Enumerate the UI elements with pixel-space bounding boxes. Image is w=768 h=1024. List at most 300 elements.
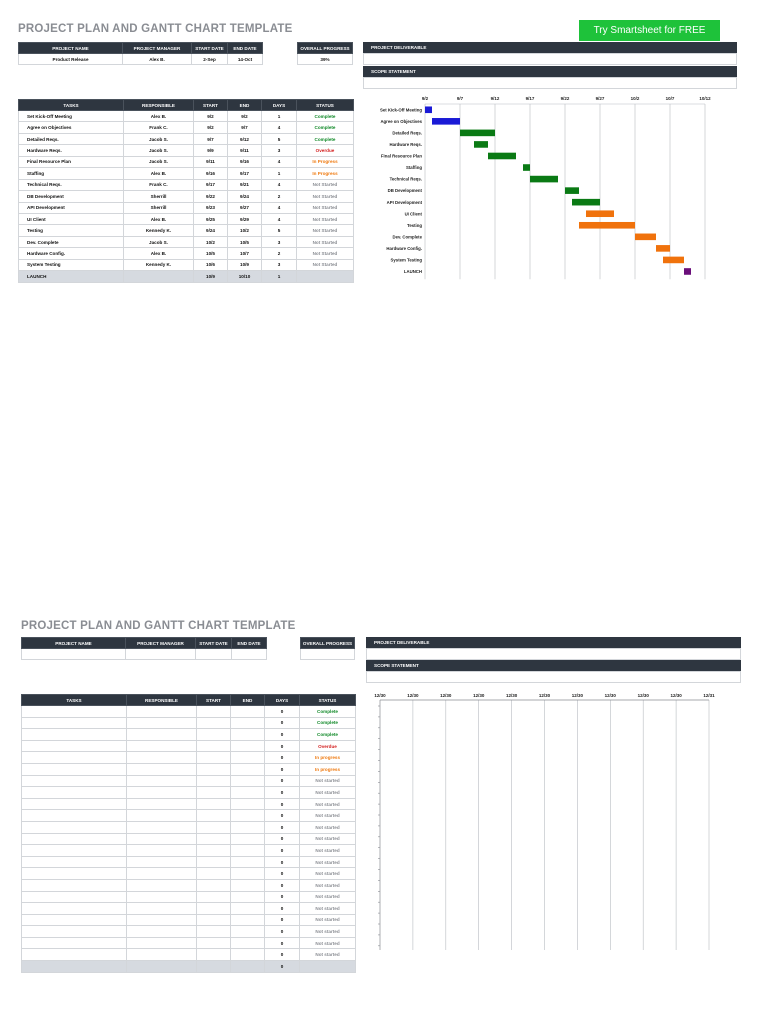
task-status: Complete xyxy=(300,729,356,741)
task-days: 4 xyxy=(262,122,297,133)
task-start xyxy=(197,787,231,799)
template-row-total[interactable] xyxy=(22,961,356,973)
header-overall-progress: OVERALL PROGRESS xyxy=(301,638,355,649)
header-project-name: PROJECT NAME xyxy=(19,43,123,54)
task-start: 9/11 xyxy=(194,156,228,167)
task-name xyxy=(22,706,127,718)
task-responsible xyxy=(127,926,197,938)
template-deliverable-header: PROJECT DELIVERABLE xyxy=(366,637,741,648)
task-status: Not Started xyxy=(297,248,354,259)
gantt-task-label: LAUNCH xyxy=(403,269,422,275)
template-row[interactable] xyxy=(22,810,356,822)
task-status: Not Started xyxy=(297,225,354,236)
template-deliverable-field[interactable] xyxy=(366,648,741,660)
task-start xyxy=(197,914,231,926)
task-days: 3 xyxy=(262,236,297,247)
task-days: 0 xyxy=(265,833,300,845)
task-days: 0 xyxy=(265,856,300,868)
task-start: 9/25 xyxy=(194,213,228,224)
task-responsible: Jacob S. xyxy=(124,133,194,144)
gantt-task-label: Agree on Objectives xyxy=(380,118,422,124)
task-status: Not started xyxy=(300,810,356,822)
task-name xyxy=(22,856,127,868)
gantt-task-label: System Testing xyxy=(390,257,422,263)
gantt-tick-label: 12/30 xyxy=(440,693,452,698)
template-row[interactable] xyxy=(22,845,356,857)
table-row[interactable] xyxy=(19,248,354,259)
task-name xyxy=(22,833,127,845)
task-name: Final Resource Plan xyxy=(19,156,124,167)
gantt-task-label: Dev. Complete xyxy=(392,234,422,240)
task-status: Not started xyxy=(300,903,356,915)
gantt-bar xyxy=(572,199,600,206)
table-row[interactable] xyxy=(19,191,354,202)
task-start xyxy=(197,891,231,903)
task-days: 0 xyxy=(265,729,300,741)
task-responsible xyxy=(127,903,197,915)
gantt-tick-label: 10/7 xyxy=(665,96,675,101)
task-end xyxy=(231,775,265,787)
task-start: 9/17 xyxy=(194,179,228,190)
task-status: Overdue xyxy=(300,740,356,752)
task-status: Not started xyxy=(300,775,356,787)
task-days: 0 xyxy=(265,810,300,822)
task-days: 4 xyxy=(262,213,297,224)
task-days: 1 xyxy=(262,168,297,179)
task-end: 9/7 xyxy=(228,122,262,133)
template-row[interactable] xyxy=(22,729,356,741)
task-days: 0 xyxy=(265,787,300,799)
gantt-tick-label: 9/17 xyxy=(525,96,535,101)
template-info-table xyxy=(21,637,267,660)
template-scope-field[interactable] xyxy=(366,671,741,683)
task-end xyxy=(231,798,265,810)
task-status: Not Started xyxy=(297,213,354,224)
header-end-date: END DATE xyxy=(232,638,267,649)
task-responsible xyxy=(127,729,197,741)
task-start xyxy=(197,903,231,915)
header-start-date: START DATE xyxy=(196,638,232,649)
task-name: Staffing xyxy=(19,168,124,179)
table-row-launch[interactable] xyxy=(19,271,354,282)
task-end xyxy=(231,856,265,868)
task-start xyxy=(197,949,231,961)
table-row[interactable] xyxy=(19,213,354,224)
task-status: Not Started xyxy=(297,259,354,270)
task-end xyxy=(231,706,265,718)
gantt-bar xyxy=(488,153,516,160)
header-project-manager: PROJECT MANAGER xyxy=(123,43,192,54)
task-start xyxy=(197,729,231,741)
task-responsible xyxy=(127,717,197,729)
task-responsible: Sherrill xyxy=(124,191,194,202)
gantt-bar xyxy=(579,222,635,229)
overall-progress-value[interactable]: 39% xyxy=(298,54,353,65)
task-status: Not started xyxy=(300,926,356,938)
task-responsible xyxy=(127,914,197,926)
task-responsible: Frank C. xyxy=(124,179,194,190)
gantt-tick-label: 12/30 xyxy=(505,693,518,698)
header-responsible: RESPONSIBLE xyxy=(124,100,194,111)
gantt-bar xyxy=(432,118,460,125)
gantt-tick-label: 12/30 xyxy=(374,693,386,698)
project-name-field[interactable] xyxy=(22,649,126,660)
gantt-tick-label: 9/2 xyxy=(421,96,429,101)
task-end: 9/21 xyxy=(228,179,262,190)
task-status: Complete xyxy=(297,133,354,144)
task-status: Not Started xyxy=(297,202,354,213)
task-start xyxy=(197,961,231,973)
task-start xyxy=(197,937,231,949)
task-start: 10/6 xyxy=(194,259,228,270)
project-deliverable-header: PROJECT DELIVERABLE xyxy=(363,42,737,53)
gantt-tick-label: 9/27 xyxy=(595,96,605,101)
task-end: 9/27 xyxy=(228,202,262,213)
task-start: 9/9 xyxy=(194,145,228,156)
task-status: Overdue xyxy=(297,145,354,156)
task-days: 5 xyxy=(262,133,297,144)
task-name xyxy=(22,961,127,973)
task-start xyxy=(197,706,231,718)
task-days: 0 xyxy=(265,891,300,903)
template-row[interactable] xyxy=(22,856,356,868)
header-tasks: TASKS xyxy=(19,100,124,111)
task-responsible: Alex B. xyxy=(124,248,194,259)
task-responsible xyxy=(127,798,197,810)
gantt-tick-label: 12/30 xyxy=(604,693,616,698)
template-row[interactable] xyxy=(22,833,356,845)
task-name xyxy=(22,775,127,787)
task-name: Agree on Objectives xyxy=(19,122,124,133)
table-row[interactable] xyxy=(19,111,354,122)
task-start: 9/2 xyxy=(194,122,228,133)
task-name: Hardware Config. xyxy=(19,248,124,259)
task-end: 9/12 xyxy=(228,133,262,144)
task-days: 0 xyxy=(265,879,300,891)
task-name xyxy=(22,787,127,799)
gantt-tick-label: 10/2 xyxy=(630,96,640,101)
task-days: 3 xyxy=(262,145,297,156)
header-status: STATUS xyxy=(300,695,356,706)
task-status xyxy=(297,271,354,282)
template-row[interactable] xyxy=(22,752,356,764)
task-name: Testing xyxy=(19,225,124,236)
task-start: 10/2 xyxy=(194,236,228,247)
template-task-table xyxy=(21,694,356,973)
task-end xyxy=(231,752,265,764)
table-row[interactable] xyxy=(19,236,354,247)
template-row[interactable] xyxy=(22,879,356,891)
scope-statement-field[interactable] xyxy=(363,77,737,89)
gantt-task-label: Set Kick-Off Meeting xyxy=(379,107,422,113)
template-gantt-chart xyxy=(370,688,720,953)
task-start: 9/2 xyxy=(194,111,228,122)
template-title: PROJECT PLAN AND GANTT CHART TEMPLATE xyxy=(21,620,296,632)
task-days: 0 xyxy=(265,949,300,961)
task-status xyxy=(300,961,356,973)
task-start: 10/5 xyxy=(194,248,228,259)
task-name xyxy=(22,926,127,938)
task-status: Not started xyxy=(300,821,356,833)
task-days: 1 xyxy=(262,271,297,282)
end-date-value[interactable]: 14-Oct xyxy=(228,54,263,65)
task-responsible xyxy=(127,856,197,868)
template-row[interactable] xyxy=(22,949,356,961)
task-name xyxy=(22,891,127,903)
gantt-task-label: Testing xyxy=(407,222,422,228)
task-days: 0 xyxy=(265,903,300,915)
task-start xyxy=(197,798,231,810)
gantt-tick-label: 12/30 xyxy=(473,693,485,698)
task-end xyxy=(231,729,265,741)
task-responsible xyxy=(127,706,197,718)
task-start xyxy=(197,752,231,764)
task-responsible: Frank C. xyxy=(124,122,194,133)
task-responsible: Alex B. xyxy=(124,111,194,122)
gantt-bar xyxy=(460,130,495,137)
task-start: 9/7 xyxy=(194,133,228,144)
task-name: System Testing xyxy=(19,259,124,270)
task-status: Not started xyxy=(300,914,356,926)
task-start: 9/24 xyxy=(194,225,228,236)
table-row[interactable] xyxy=(19,156,354,167)
task-days: 5 xyxy=(262,225,297,236)
task-end: 9/17 xyxy=(228,168,262,179)
task-status: Not started xyxy=(300,879,356,891)
project-manager-field[interactable] xyxy=(126,649,196,660)
task-end xyxy=(231,949,265,961)
task-responsible xyxy=(127,810,197,822)
task-days: 0 xyxy=(265,752,300,764)
gantt-tick-label: 12/31 xyxy=(703,693,715,698)
template-row[interactable] xyxy=(22,937,356,949)
header-overall-progress: OVERALL PROGRESS xyxy=(298,43,353,54)
header-end: END xyxy=(228,100,262,111)
task-days: 0 xyxy=(265,740,300,752)
task-days: 0 xyxy=(265,763,300,775)
task-start: 9/23 xyxy=(194,202,228,213)
task-end xyxy=(231,961,265,973)
gantt-bar xyxy=(635,234,656,241)
project-manager-value[interactable]: Alex B. xyxy=(123,54,192,65)
task-name xyxy=(22,937,127,949)
task-name xyxy=(22,810,127,822)
task-responsible xyxy=(127,821,197,833)
gantt-tick-label: 12/30 xyxy=(538,693,551,698)
try-smartsheet-button[interactable]: Try Smartsheet for FREE xyxy=(579,20,720,41)
gantt-tick-label: 9/22 xyxy=(560,96,570,101)
task-responsible xyxy=(127,833,197,845)
header-days: DAYS xyxy=(262,100,297,111)
task-start xyxy=(197,868,231,880)
task-end xyxy=(231,810,265,822)
task-start xyxy=(197,821,231,833)
task-end xyxy=(231,937,265,949)
task-days: 2 xyxy=(262,191,297,202)
task-status: Not Started xyxy=(297,191,354,202)
task-end: 10/7 xyxy=(228,248,262,259)
task-responsible xyxy=(127,868,197,880)
task-name xyxy=(22,914,127,926)
gantt-tick-label: 12/30 xyxy=(571,693,584,698)
task-end xyxy=(231,914,265,926)
task-days: 3 xyxy=(262,259,297,270)
table-row[interactable] xyxy=(19,168,354,179)
task-status: Complete xyxy=(297,111,354,122)
task-end: 9/11 xyxy=(228,145,262,156)
header-end-date: END DATE xyxy=(228,43,263,54)
task-name: Hardware Reqs. xyxy=(19,145,124,156)
task-responsible xyxy=(127,787,197,799)
gantt-task-label: UI Client xyxy=(404,211,422,217)
task-responsible: Jacob S. xyxy=(124,236,194,247)
task-status: Not started xyxy=(300,937,356,949)
task-name: DB Development xyxy=(19,191,124,202)
task-status: Not started xyxy=(300,833,356,845)
gantt-bar xyxy=(656,245,670,252)
gantt-tick-label: 9/12 xyxy=(490,96,500,101)
task-end: 9/29 xyxy=(228,213,262,224)
gantt-bar xyxy=(565,187,579,194)
task-end xyxy=(231,879,265,891)
task-days: 0 xyxy=(265,845,300,857)
task-end: 10/2 xyxy=(228,225,262,236)
template-row[interactable] xyxy=(22,775,356,787)
task-start xyxy=(197,879,231,891)
template-row[interactable] xyxy=(22,891,356,903)
template-row[interactable] xyxy=(22,706,356,718)
overall-progress-field[interactable] xyxy=(301,649,355,660)
task-end xyxy=(231,740,265,752)
task-start: 9/22 xyxy=(194,191,228,202)
template-row[interactable] xyxy=(22,763,356,775)
gantt-task-label: Hardware Reqs. xyxy=(389,142,422,148)
template-row[interactable] xyxy=(22,717,356,729)
table-row[interactable] xyxy=(19,145,354,156)
task-days: 2 xyxy=(262,248,297,259)
task-name xyxy=(22,949,127,961)
task-status: Not Started xyxy=(297,179,354,190)
task-responsible xyxy=(124,271,194,282)
task-end xyxy=(231,787,265,799)
template-row[interactable] xyxy=(22,821,356,833)
gantt-task-label: Final Resource Plan xyxy=(380,153,422,159)
header-project-name: PROJECT NAME xyxy=(22,638,126,649)
gantt-tick-label: 10/12 xyxy=(699,96,711,101)
task-name: Set Kick-Off Meeting xyxy=(19,111,124,122)
task-status: In Progress xyxy=(297,168,354,179)
task-end xyxy=(231,763,265,775)
task-status: Not started xyxy=(300,949,356,961)
template-row[interactable] xyxy=(22,903,356,915)
task-responsible xyxy=(127,961,197,973)
project-name-value[interactable]: Product Release xyxy=(19,54,123,65)
task-days: 0 xyxy=(265,798,300,810)
template-row[interactable] xyxy=(22,914,356,926)
gantt-bar xyxy=(523,164,530,171)
task-responsible xyxy=(127,775,197,787)
task-status: Not started xyxy=(300,787,356,799)
task-start xyxy=(197,763,231,775)
task-name xyxy=(22,845,127,857)
task-name: UI Client xyxy=(19,213,124,224)
header-days: DAYS xyxy=(265,695,300,706)
gantt-tick-label: 9/7 xyxy=(456,96,464,101)
project-deliverable-field[interactable] xyxy=(363,53,737,65)
task-status: Complete xyxy=(300,717,356,729)
gantt-task-label: Technical Reqs. xyxy=(389,176,422,182)
task-responsible: Alex B. xyxy=(124,168,194,179)
end-date-field[interactable] xyxy=(232,649,267,660)
task-responsible xyxy=(127,879,197,891)
task-name: Dev. Complete xyxy=(19,236,124,247)
task-days: 0 xyxy=(265,868,300,880)
gantt-bar xyxy=(474,141,488,148)
gantt-tick-label: 12/30 xyxy=(407,693,419,698)
table-row[interactable] xyxy=(19,179,354,190)
template-row[interactable] xyxy=(22,787,356,799)
scope-statement-header: SCOPE STATEMENT xyxy=(363,66,737,77)
task-days: 4 xyxy=(262,156,297,167)
task-end xyxy=(231,903,265,915)
template-row[interactable] xyxy=(22,798,356,810)
table-row[interactable] xyxy=(19,225,354,236)
start-date-value[interactable]: 2-Sep xyxy=(192,54,228,65)
task-status: Not started xyxy=(300,798,356,810)
task-days: 1 xyxy=(262,111,297,122)
task-responsible xyxy=(127,740,197,752)
project-info-table xyxy=(18,42,263,65)
task-responsible: Alex B. xyxy=(124,213,194,224)
table-row[interactable] xyxy=(19,122,354,133)
task-responsible: Jacob S. xyxy=(124,156,194,167)
task-end xyxy=(231,717,265,729)
task-end xyxy=(231,833,265,845)
template-row[interactable] xyxy=(22,740,356,752)
task-start xyxy=(197,717,231,729)
task-name: Detailed Reqs. xyxy=(19,133,124,144)
task-status: Not started xyxy=(300,891,356,903)
template-row[interactable] xyxy=(22,868,356,880)
header-responsible: RESPONSIBLE xyxy=(127,695,197,706)
task-end: 9/16 xyxy=(228,156,262,167)
task-days: 0 xyxy=(265,717,300,729)
gantt-bar xyxy=(586,210,614,217)
table-row[interactable] xyxy=(19,259,354,270)
task-responsible: Kennedy K. xyxy=(124,259,194,270)
task-end: 10/9 xyxy=(228,259,262,270)
task-start xyxy=(197,845,231,857)
table-row[interactable] xyxy=(19,133,354,144)
table-row[interactable] xyxy=(19,202,354,213)
task-name xyxy=(22,717,127,729)
task-end: 9/24 xyxy=(228,191,262,202)
task-responsible: Jacob S. xyxy=(124,145,194,156)
overall-progress-table xyxy=(297,42,353,65)
template-row[interactable] xyxy=(22,926,356,938)
gantt-task-label: Detailed Reqs. xyxy=(392,130,422,136)
template-scope-header: SCOPE STATEMENT xyxy=(366,660,741,671)
task-name: LAUNCH xyxy=(19,271,124,282)
task-end: 9/2 xyxy=(228,111,262,122)
task-responsible: Sherrill xyxy=(124,202,194,213)
gantt-task-label: DB Development xyxy=(387,188,422,194)
task-status: In progress xyxy=(300,752,356,764)
task-name xyxy=(22,752,127,764)
task-start: 10/9 xyxy=(194,271,228,282)
task-responsible xyxy=(127,937,197,949)
start-date-field[interactable] xyxy=(196,649,232,660)
